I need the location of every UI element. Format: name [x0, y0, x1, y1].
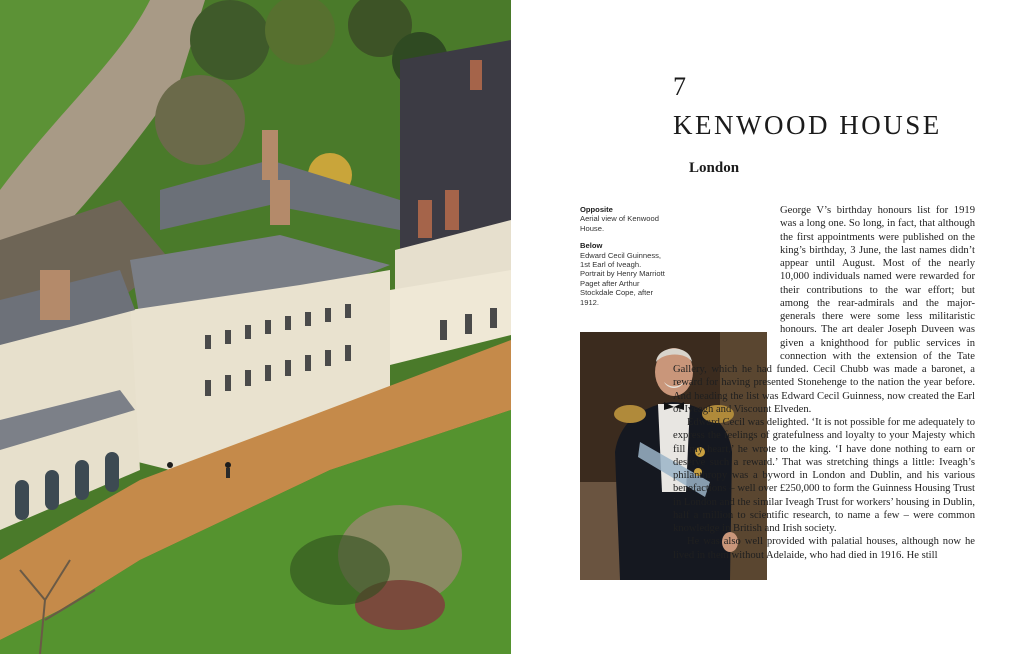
chapter-location: London	[689, 160, 740, 176]
caption-below	[580, 241, 666, 307]
paragraph-1	[673, 204, 975, 416]
caption-text: Edward Cecil Guinness, 1st Earl of Iveagh. Portrait by Henry Marriott Paget after Arthur Stockdale Cope, after 1912.	[580, 250, 665, 307]
paragraph-1-text: George V’s birthday honours list for 1919 was a long one. So long, in fact, that although the first appointments were published on the king’s birthday, 3 June, the last names didn’t appear until August. Most of the nearly 10,000 individuals named were rewarded for their contributions to the war effort; but among the rear-admirals and the major-generals there were some less militaristic honours. The art dealer Joseph Duveen was given a knighthood for public services in connection with the extension of the Tate Gallery, which he had funded. Cecil Chubb was made a baronet, a reward for having presented Stonehenge to the nation the year before. And heading the list was Edward Cecil Guinness, now created the Earl of Iveagh and Viscount Elveden.	[673, 205, 975, 415]
caption-opposite	[580, 205, 666, 233]
chapter-number: 7	[673, 72, 687, 101]
chapter-title: KENWOOD HOUSE	[673, 110, 942, 140]
body-text	[673, 204, 975, 562]
text-page	[511, 0, 1024, 654]
caption-heading: Below	[580, 241, 603, 251]
paragraph-2: Edward Cecil was delighted. ‘It is not possible for me adequately to express the feelings of gratefulness and loyalty to your Majesty which fill my heart,’ he wrote to the king. ‘I have done nothing to earn or deserve such a reward.’ That was stretching things a little: Iveagh’s philanthropy was a byword in London and Dublin, and his various benefactions – well over £250,000 to form the Guinness Housing Trust in London and the similar Iveagh Trust for workers’ housing in Dublin, half a million to scientific research, to name a few – were common knowledge in British and Irish society.	[673, 417, 975, 534]
paragraph-3: He was also well provided with palatial houses, although now he lived in them without Adelaide, who had died in 1916. He still	[673, 536, 975, 561]
caption-text: Aerial view of Kenwood House.	[580, 214, 659, 233]
portrait-wrap-space	[673, 204, 780, 363]
caption-heading: Opposite	[580, 205, 613, 214]
picture-captions	[580, 205, 666, 315]
aerial-photo-kenwood-house	[0, 0, 511, 654]
